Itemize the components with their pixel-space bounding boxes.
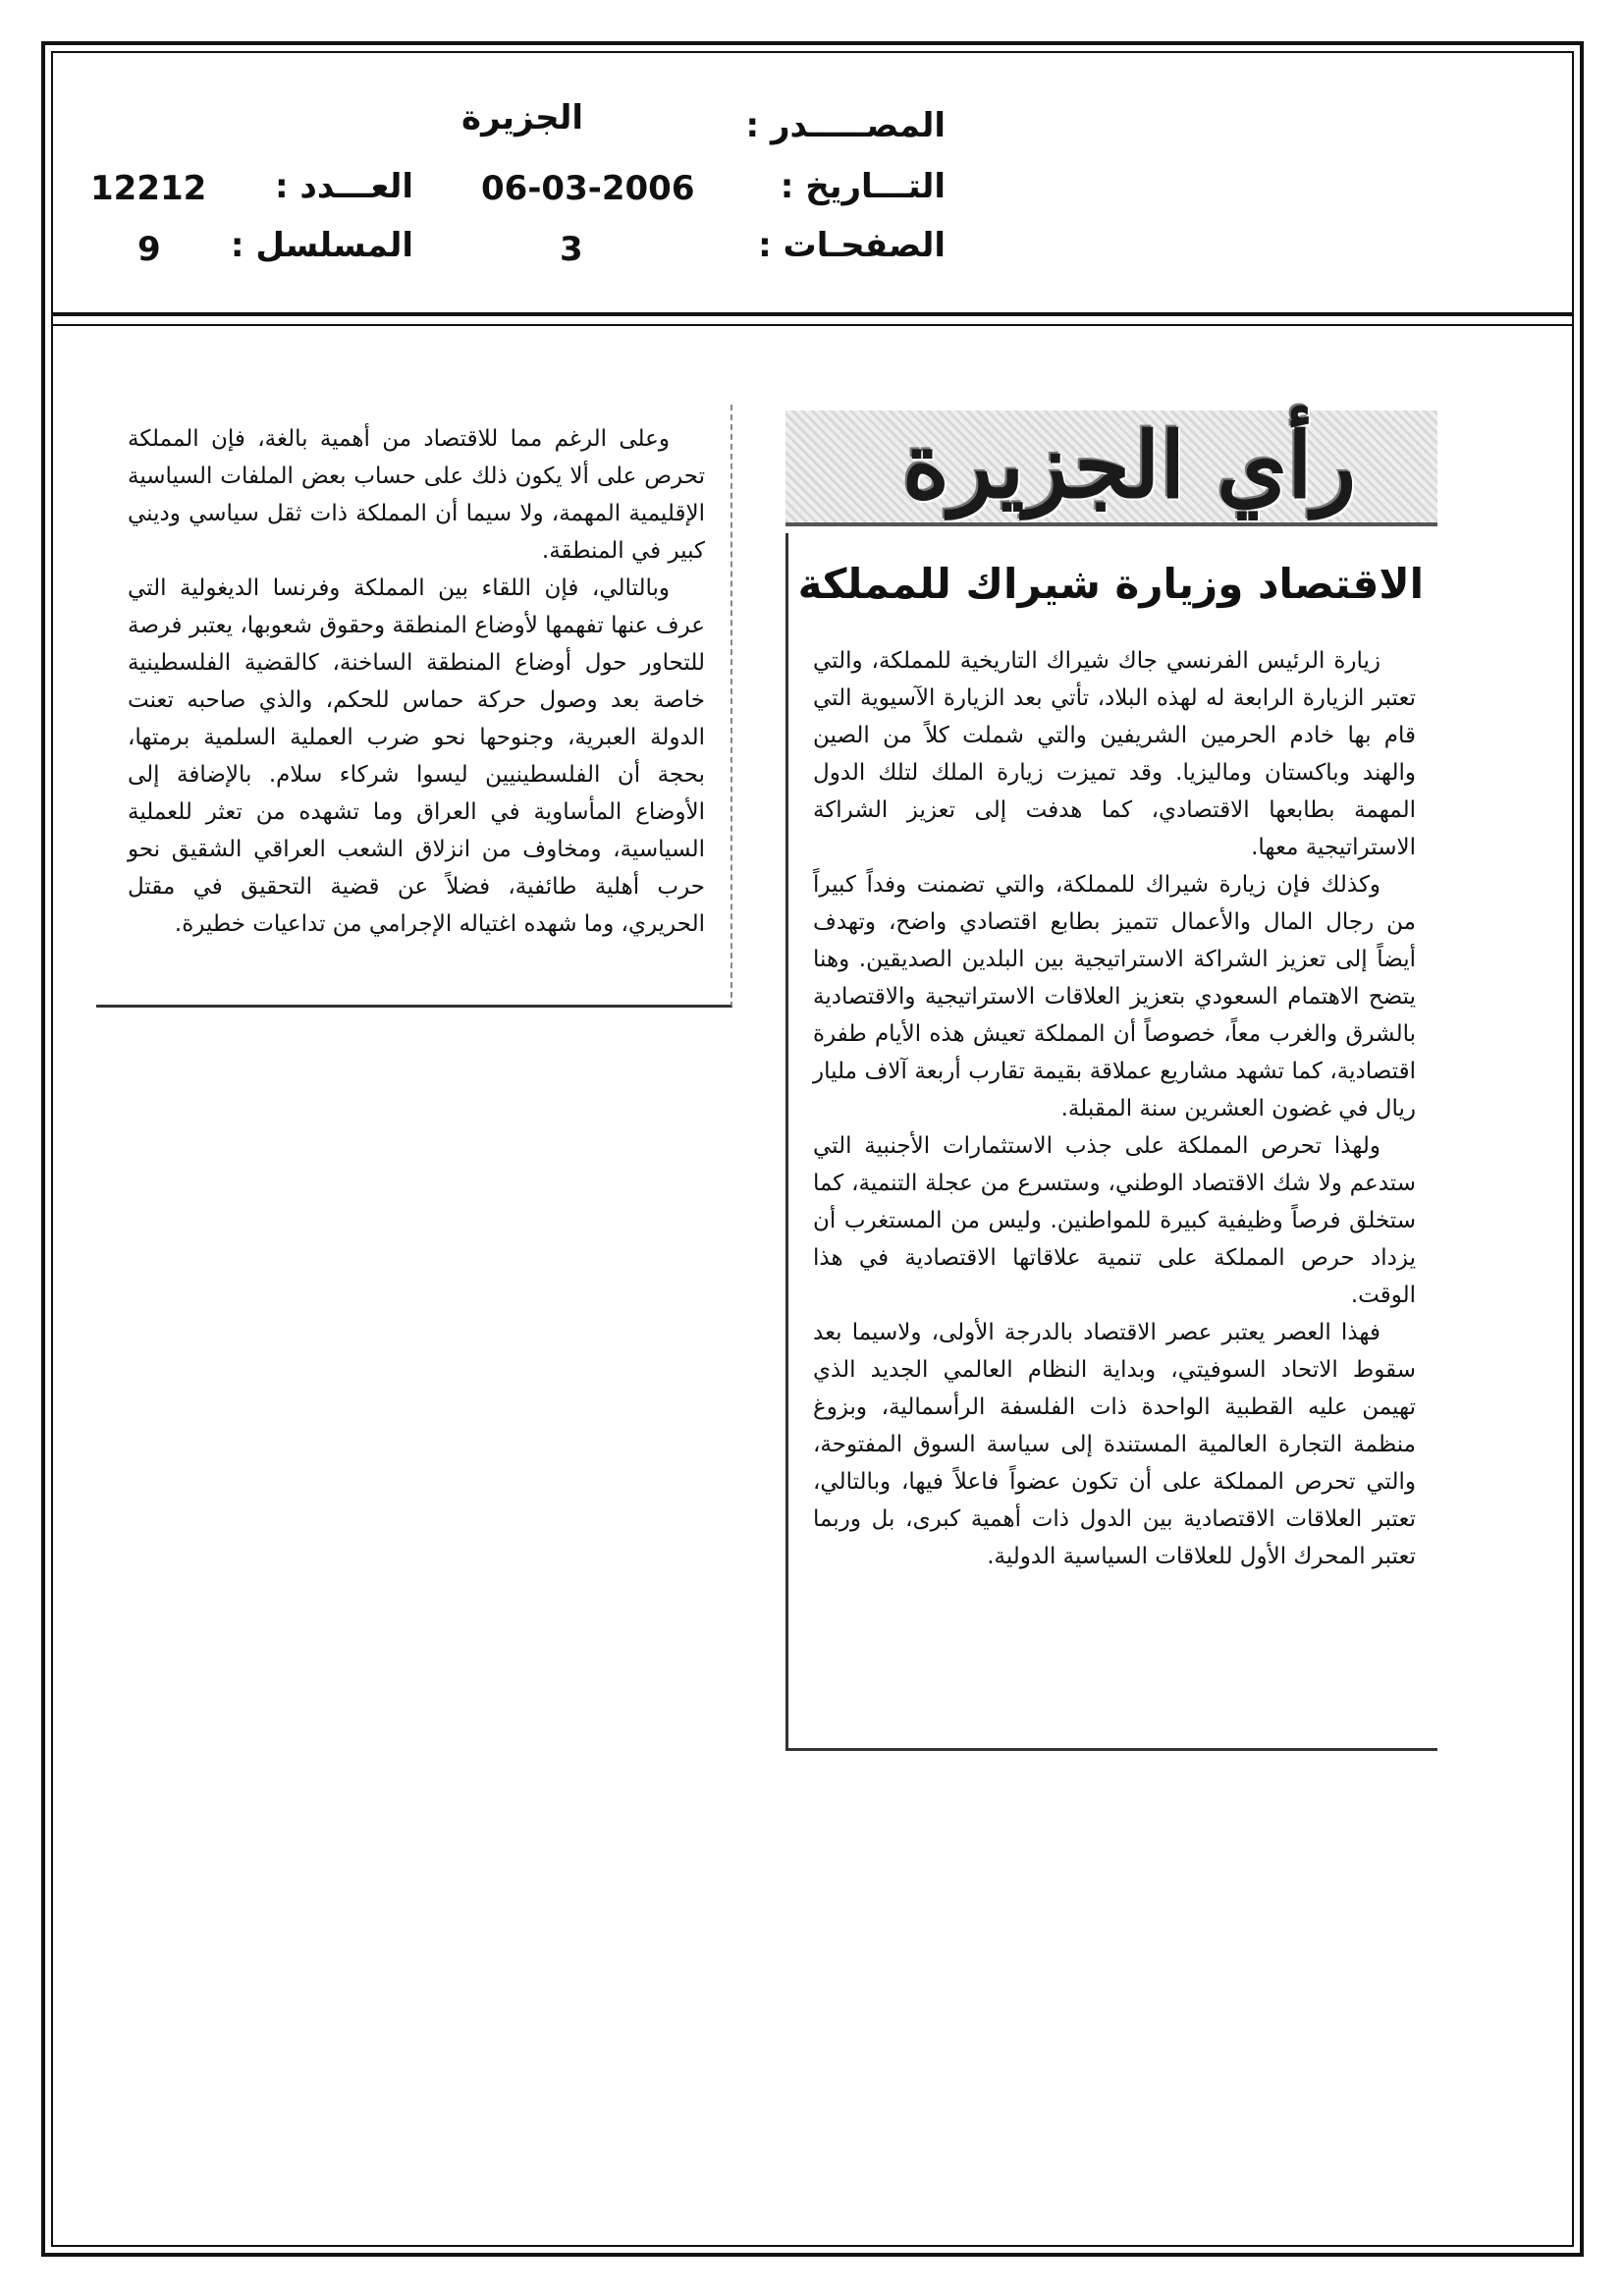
right-paragraph: فهذا العصر يعتبر عصر الاقتصاد بالدرجة الأولى، ولاسيما بعد سقوط الاتحاد السوفيتي، وبداية النظام العالمي الجديد الذي تهيمن عليه القطبية الواحدة ذات الفلسفة الرأسمالية، وبزوغ منظمة التجارة العالمية المستندة إلى سياسة السوق المفتوحة، والتي تحرص المملكة على أن تكون عضواً فاعلاً فيها، وبالتالي، تعتبر العلاقات الاقتصادية بين الدول ذات أهمية كبرى، بل وربما تعتبر المحرك الأول للعلاقات السياسية الدولية. (813, 1320, 1416, 1569)
serial-value: 9 (137, 230, 161, 269)
pages-label: الصفحـات : (758, 226, 946, 265)
opinion-logo (864, 410, 1394, 520)
issue-value: 12212 (90, 169, 207, 208)
article-headline: الاقتصاد وزيارة شيراك للمملكة (797, 560, 1424, 608)
serial-label: المسلسل : (230, 226, 413, 265)
pages-value: 3 (560, 230, 583, 269)
logo-word-ray: رأي (1217, 412, 1357, 519)
source-value: الجزيرة (461, 98, 584, 137)
issue-label: العـــدد : (275, 167, 413, 206)
right-paragraph: ولهذا تحرص المملكة على جذب الاستثمارات الأجنبية التي ستدعم ولا شك الاقتصاد الوطني، وستسرع من عجلة التنمية، كما ستخلق فرصاً وظيفية كبيرة للمواطنين. وليس من المستغرب أن يزداد حرص المملكة على تنمية علاقاتها الاقتصادية في هذا الوقت. (813, 1133, 1416, 1308)
logo-word-jazirah: الجزيرة (901, 412, 1186, 519)
source-label: المصـــــدر : (745, 106, 946, 145)
right-paragraph: زيارة الرئيس الفرنسي جاك شيراك التاريخية للمملكة، والتي تعتبر الزيارة الرابعة له لهذه البلاد، تأتي بعد الزيارة الآسيوية التي قام بها خادم الحرمين الشريفين والتي شملت كلاً من الصين والهند وباكستان وماليزيا. وقد تميزت زيارة الملك لتلك الدول المهمة بطابعها الاقتصادي، كما هدفت إلى تعزيز الشراكة الاستراتيجية معها. (813, 648, 1416, 860)
left-paragraph: وعلى الرغم مما للاقتصاد من أهمية بالغة، فإن المملكة تحرص على ألا يكون ذلك على حساب بعض الملفات السياسية الإقليمية المهمة، ولا سيما أن المملكة ذات ثقل سياسي وديني كبير في المنطقة. (128, 426, 705, 564)
date-label: التـــاريخ : (780, 167, 946, 206)
left-paragraph: وبالتالي، فإن اللقاء بين المملكة وفرنسا الديغولية التي عرف عنها تفهمها لأوضاع المنطقة وحقوق شعوبها، يعتبر فرصة للتحاور حول أوضاع المنطقة الساخنة، كالقضية الفلسطينية خاصة بعد وصول حركة حماس للحكم، والذي صاحبه تعنت الدولة العبرية، وجنوحها نحو ضرب العملية السلمية برمتها، بحجة أن الفلسطينيين ليسوا شركاء سلام. بالإضافة إلى الأوضاع المأساوية في العراق وما تشهده من تعثر للعملية السياسية، ومخاوف من انزلاق الشعب العراقي الشقيق نحو حرب أهلية طائفية، فضلاً عن قضية التحقيق في مقتل الحريري، وما شهده اغتياله الإجرامي من تداعيات خطيرة. (128, 575, 705, 937)
header-divider-thin (51, 324, 1574, 326)
left-column (128, 420, 705, 943)
date-value: 06-03-2006 (481, 169, 695, 208)
header-divider (51, 312, 1574, 316)
right-paragraph: وكذلك فإن زيارة شيراك للمملكة، والتي تضمنت وفداً كبيراً من رجال المال والأعمال تتميز بطابع اقتصادي واضح، وتهدف أيضاً إلى تعزيز الشراكة الاستراتيجية بين البلدين الصديقين. وهنا يتضح الاهتمام السعودي بتعزيز العلاقات الاستراتيجية والاقتصادية بالشرق والغرب معاً، خصوصاً أن المملكة تعيش هذه الأيام طفرة اقتصادية، كما تشهد مشاريع عملاقة بقيمة تقارب أربعة آلاف مليار ريال في غضون العشرين سنة المقبلة. (813, 872, 1416, 1121)
right-column (813, 642, 1416, 1575)
